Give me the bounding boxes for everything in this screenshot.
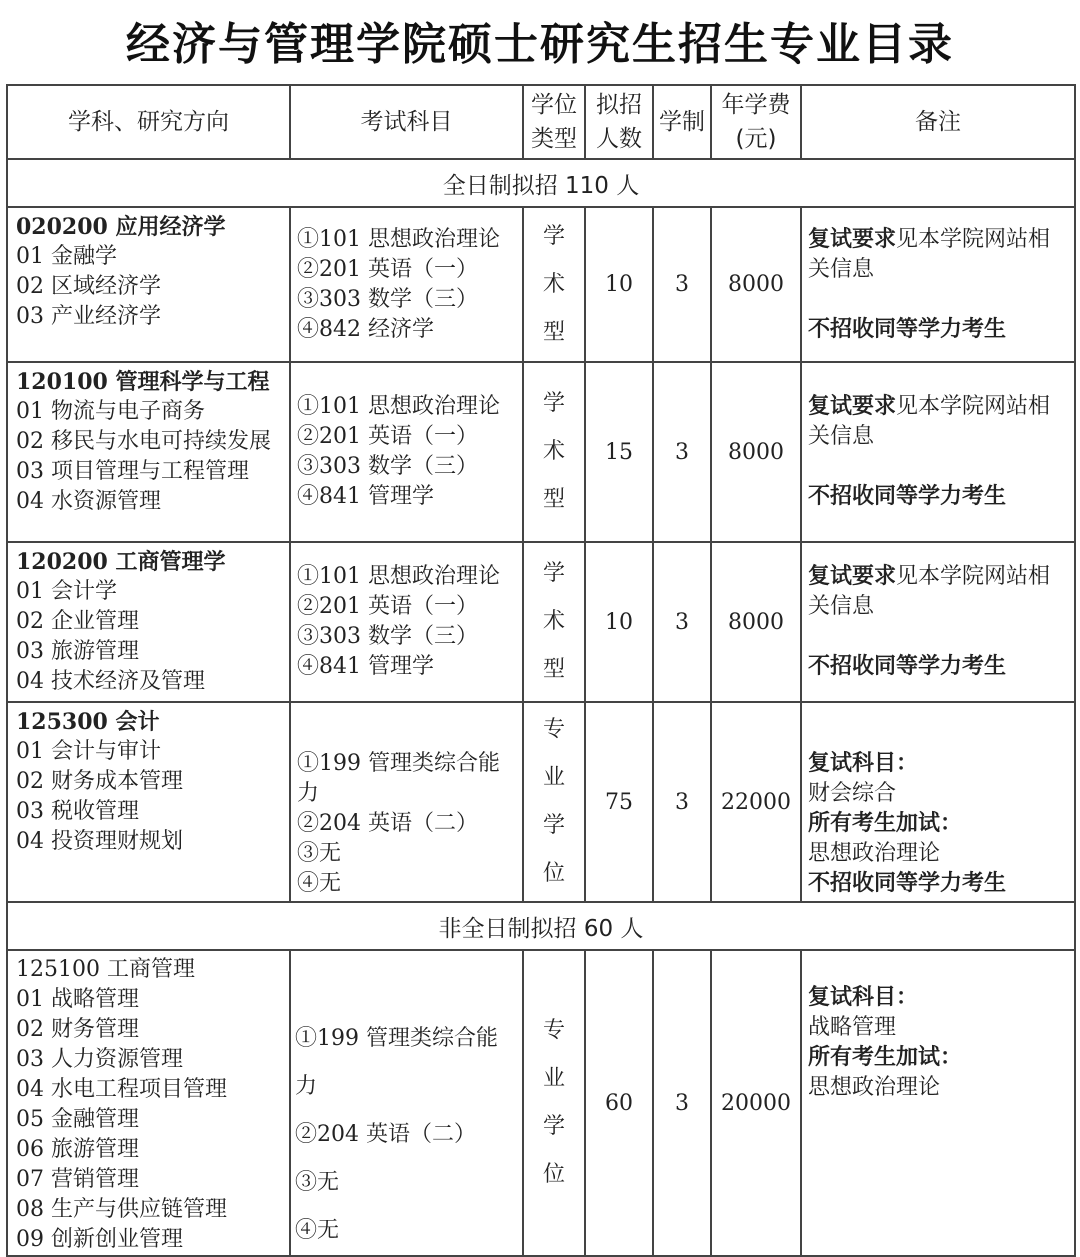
direction: 03 产业经济学	[16, 304, 161, 329]
fee-cell: 20000	[711, 950, 801, 1256]
notes-cell: 复试要求见本学院网站相关信息 不招收同等学力考生	[801, 207, 1075, 362]
direction: 03 人力资源管理	[16, 1047, 183, 1072]
direction: 02 财务管理	[16, 1017, 139, 1042]
direction: 01 战略管理	[16, 987, 139, 1012]
exam-item: ③无	[297, 841, 342, 866]
subject-cell	[7, 950, 290, 1256]
exam-item: ④无	[295, 1218, 340, 1243]
direction: 03 旅游管理	[16, 639, 139, 664]
direction: 01 金融学	[16, 244, 117, 269]
direction: 08 生产与供应链管理	[16, 1197, 227, 1222]
direction: 04 水电工程项目管理	[16, 1077, 227, 1102]
exam-item: ①101 思想政治理论	[297, 394, 500, 419]
exam-item: ③303 数学（三）	[297, 286, 478, 312]
exam-item: ③303 数学（三）	[297, 624, 478, 649]
header-fee: 年学费 (元)	[711, 85, 801, 159]
quota-cell: 60	[585, 950, 653, 1256]
fee-cell: 8000	[711, 362, 801, 542]
section-label: 全日制拟招 110 人	[7, 159, 1075, 207]
exam-item: ③无	[295, 1170, 340, 1195]
degree-type-cell: 学 术 型	[523, 207, 585, 362]
header-exam: 考试科目	[290, 85, 523, 159]
exam-item: ②204 英语（二）	[297, 811, 478, 836]
header-degree-type: 学位 类型	[523, 85, 585, 159]
subject-cell	[7, 542, 290, 702]
direction: 03 税收管理	[16, 799, 139, 824]
exam-item: ①199 管理类综合能力	[297, 751, 500, 806]
subject-cell	[7, 207, 290, 362]
quota-cell: 10	[585, 542, 653, 702]
years-cell: 3	[653, 950, 711, 1256]
degree-type-cell: 学 术 型	[523, 542, 585, 702]
notes-cell: 复试要求见本学院网站相关信息 不招收同等学力考生	[801, 542, 1075, 702]
subject-code-name: 125300 会计	[16, 709, 160, 735]
direction: 01 会计与审计	[16, 739, 161, 764]
exam-cell	[290, 702, 523, 902]
section-row-fulltime	[7, 159, 1075, 207]
header-subject: 学科、研究方向	[7, 85, 290, 159]
degree-type-cell: 专 业 学 位	[523, 950, 585, 1256]
subject-cell	[7, 702, 290, 902]
section-label: 非全日制拟招 60 人	[7, 902, 1075, 950]
exam-item: ②201 英语（一）	[297, 594, 478, 619]
exam-item: ②201 英语（一）	[297, 256, 478, 282]
direction: 02 企业管理	[16, 609, 139, 634]
page-title: 经济与管理学院硕士研究生招生专业目录	[126, 19, 954, 70]
direction: 06 旅游管理	[16, 1137, 139, 1162]
years-cell: 3	[653, 207, 711, 362]
subject-code-name: 120200 工商管理学	[16, 549, 226, 575]
exam-cell	[290, 362, 523, 542]
fee-cell: 22000	[711, 702, 801, 902]
degree-type-cell: 专 业 学 位	[523, 702, 585, 902]
years-cell: 3	[653, 702, 711, 902]
exam-item: ④842 经济学	[297, 316, 434, 342]
direction: 03 项目管理与工程管理	[16, 459, 249, 484]
direction: 04 技术经济及管理	[16, 669, 205, 694]
exam-item: ②201 英语（一）	[297, 424, 478, 449]
header-years: 学制	[653, 85, 711, 159]
program-catalog-table	[6, 84, 1076, 1257]
table-row	[7, 702, 1075, 902]
table-row	[7, 542, 1075, 702]
table-row	[7, 950, 1075, 1256]
subject-cell	[7, 362, 290, 542]
table-row	[7, 207, 1075, 362]
exam-item: ③303 数学（三）	[297, 454, 478, 479]
notes-cell: 复试科目： 战略管理 所有考生加试： 思想政治理论	[801, 950, 1075, 1256]
direction: 01 物流与电子商务	[16, 399, 205, 424]
header-notes: 备注	[801, 85, 1075, 159]
years-cell: 3	[653, 362, 711, 542]
exam-item: ②204 英语（二）	[295, 1122, 476, 1147]
fee-cell: 8000	[711, 207, 801, 362]
subject-code-name: 120100 管理科学与工程	[16, 369, 270, 395]
exam-item: ④841 管理学	[297, 484, 434, 509]
exam-cell	[290, 207, 523, 362]
direction: 05 金融管理	[16, 1107, 139, 1132]
quota-cell: 75	[585, 702, 653, 902]
direction: 02 财务成本管理	[16, 769, 183, 794]
header-quota: 拟招 人数	[585, 85, 653, 159]
exam-item: ①101 思想政治理论	[297, 564, 500, 589]
direction: 04 水资源管理	[16, 489, 161, 514]
degree-type-cell: 学 术 型	[523, 362, 585, 542]
notes-cell: 复试科目： 财会综合 所有考生加试： 思想政治理论 不招收同等学力考生	[801, 702, 1075, 902]
direction: 09 创新创业管理	[16, 1227, 183, 1252]
direction: 04 投资理财规划	[16, 829, 183, 854]
direction: 02 移民与水电可持续发展	[16, 429, 271, 454]
direction: 07 营销管理	[16, 1167, 139, 1192]
subject-code-name: 125100 工商管理	[16, 957, 195, 982]
table-header-row	[7, 85, 1075, 159]
notes-cell: 复试要求见本学院网站相关信息 不招收同等学力考生	[801, 362, 1075, 542]
quota-cell: 10	[585, 207, 653, 362]
exam-cell	[290, 950, 523, 1256]
direction: 01 会计学	[16, 579, 117, 604]
years-cell: 3	[653, 542, 711, 702]
section-row-parttime	[7, 902, 1075, 950]
exam-item: ①101 思想政治理论	[297, 226, 500, 252]
direction: 02 区域经济学	[16, 274, 161, 299]
exam-item: ④无	[297, 871, 342, 896]
quota-cell: 15	[585, 362, 653, 542]
exam-item: ④841 管理学	[297, 654, 434, 679]
exam-cell	[290, 542, 523, 702]
fee-cell: 8000	[711, 542, 801, 702]
subject-code-name: 020200 应用经济学	[16, 214, 226, 240]
table-row	[7, 362, 1075, 542]
exam-item: ①199 管理类综合能力	[295, 1026, 498, 1099]
